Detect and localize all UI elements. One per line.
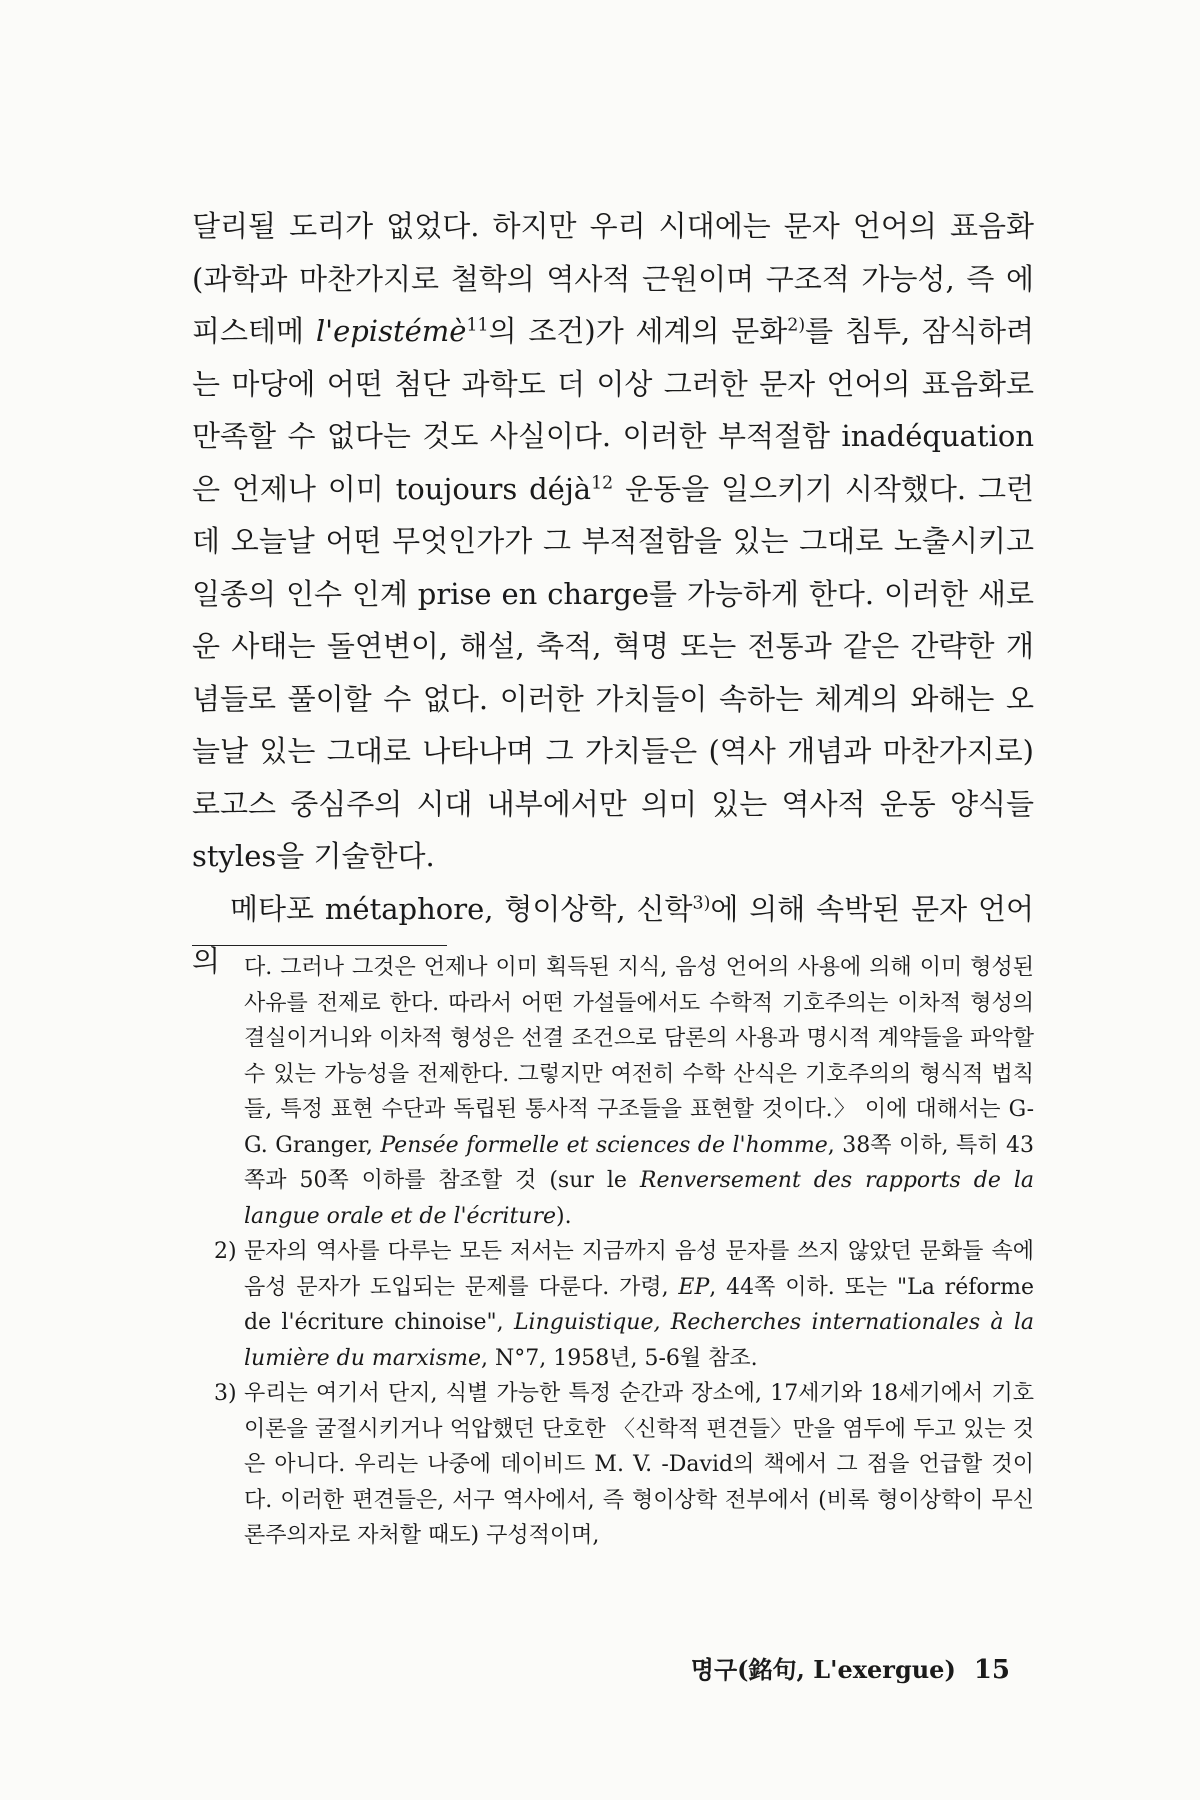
footnotes <box>214 950 1034 1554</box>
term-episteme: l'epistémè <box>315 314 467 348</box>
main-body-text <box>192 200 1034 988</box>
note-ref-3: 3) <box>692 892 711 913</box>
footnote-3: 3) 우리는 여기서 단지, 식별 가능한 특정 순간과 장소에, 17세기와 18세기에서 기호 이론을 굴절시키거나 억압했던 단호한 〈신학적 편견들〉만을 염두에 두고 있는 것은 아니다. 우리는 나중에 데이비드 M. V. -David의 책에서 그 점을 언급할 것이다. 이러한 편견들은, 서구 역사에서, 즉 형이상학 전부에서 (비록 형이상학이 무신론주의자로 자처할 때도) 구성적이며, <box>214 1376 1034 1554</box>
note-ref-11: 11 <box>466 315 489 336</box>
footnote-number: 3) <box>214 1381 237 1406</box>
footnote-number: 2) <box>214 1239 237 1264</box>
footnote-continued: 다. 그러나 그것은 언제나 이미 획득된 지식, 음성 언어의 사용에 의해 이미 형성된 사유를 전제로 한다. 따라서 어떤 가설들에서도 수학적 기호주의는 이차적 형성의 결실이거니와 이차적 형성은 선결 조건으로 담론의 사용과 명시적 계약들을 파악할 수 있는 가능성을 전제한다. 그렇지만 여전히 수학 산식은 기호주의의 형식적 법칙들, 특정 표현 수단과 독립된 통사적 구조들을 표현할 것이다.〉 이에 대해서는 G-G. Granger, Pensée formelle et sciences de l'homme, 38쪽 이하, 특히 43쪽과 50쪽 이하를 참조할 것 (sur le Renversement des rapports de la langue orale et de l'écriture). <box>244 955 1034 1229</box>
note-ref-2: 2) <box>787 315 806 336</box>
page-number: 15 <box>973 1655 1010 1685</box>
footnote-separator <box>192 945 447 946</box>
body-paragraph-1: 달리될 도리가 없었다. 하지만 우리 시대에는 문자 언어의 표음화(과학과 마찬가지로 철학의 역사적 근원이며 구조적 가능성, 즉 에피스테메 l'epistémè$^{11}$의 조건)가 세계의 문화$^{2)}$를 침투, 잠식하려는 마당에 어떤 첨단 과학도 더 이상 그러한 문자 언어의 표음화로 만족할 수 없다는 것도 사실이다. 이러한 부적절함 inadéquation은 언제나 이미 toujours déjà$^{12}$ 운동을 일으키기 시작했다. 그런데 오늘날 어떤 무엇인가가 그 부적절함을 있는 그대로 노출시키고 일종의 인수 인계 prise en charge를 가능하게 한다. 이러한 새로운 사태는 돌연변이, 해설, 축적, 혁명 또는 전통과 같은 간략한 개념들로 풀이할 수 없다. 이러한 가치들이 속하는 체계의 와해는 오늘날 있는 그대로 나타나며 그 가치들은 (역사 개념과 마찬가지로) 로고스 중심주의 시대 내부에서만 의미 있는 역사적 운동 양식들 styles을 기술한다. <box>192 209 1034 873</box>
body-paragraph-2: 메타포 métaphore, 형이상학, 신학$^{3)}$에 의해 속박된 문자 언어의 <box>192 891 1034 978</box>
note-ref-12: 12 <box>591 472 614 493</box>
footnote-2: 2) 문자의 역사를 다루는 모든 저서는 지금까지 음성 문자를 쓰지 않았던 문화들 속에 음성 문자가 도입되는 문제를 다룬다. 가령, EP, 44쪽 이하. 또는 "La réforme de l'écriture chinoise", Linguistique, Recherches internationales à la lumière du marxisme, N°7, 1958년, 5-6월 참조. <box>214 1234 1034 1376</box>
page-footer <box>691 1650 1010 1685</box>
running-title: 명구(銘句, L'exergue) <box>690 1655 956 1684</box>
